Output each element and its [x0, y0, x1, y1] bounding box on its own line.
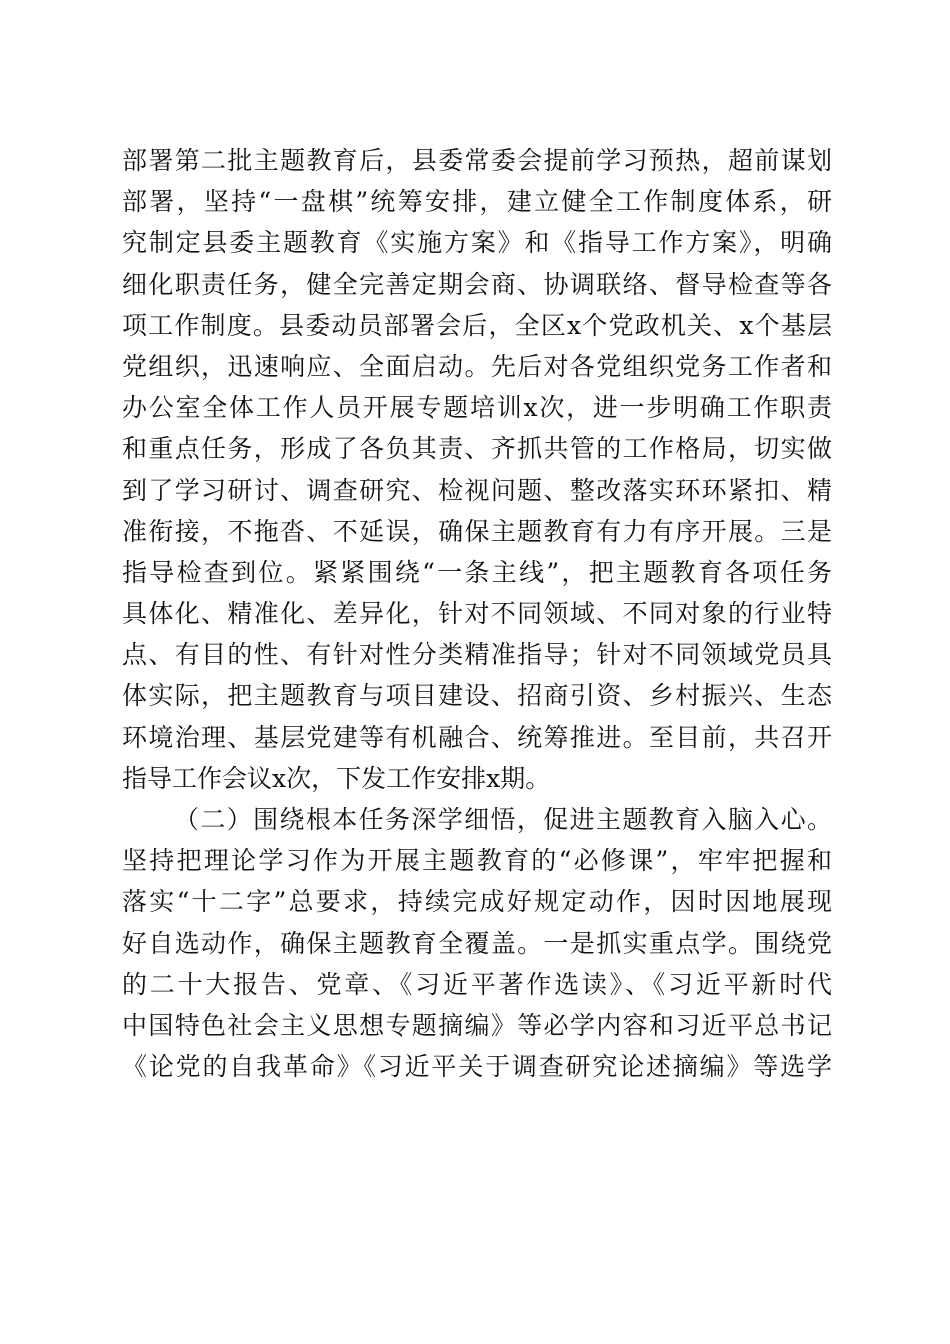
text-line: 党组织，迅速响应、全面启动。先后对各党组织党务工作者和	[122, 351, 832, 381]
text-line: 部署，坚持“一盘棋”统筹安排，建立健全工作制度体系，研	[122, 187, 832, 217]
text-line: 落实“十二字”总要求，持续完成好规定动作，因时因地展现	[122, 887, 832, 917]
text-line: 体实际，把主题教育与项目建设、招商引资、乡村振兴、生态	[122, 681, 832, 711]
text-line: 《论党的自我革命》《习近平关于调查研究论述摘编》等选学	[122, 1052, 832, 1082]
text-line: 环境治理、基层党建等有机融合、统筹推进。至目前，共召开	[122, 722, 832, 752]
text-line: 点、有目的性、有针对性分类精准指导；针对不同领域党员具	[122, 640, 832, 670]
text-line: 办公室全体工作人员开展专题培训x次，进一步明确工作职责	[122, 393, 832, 423]
text-line: 究制定县委主题教育《实施方案》和《指导工作方案》，明确	[122, 228, 832, 258]
text-line: 项工作制度。县委动员部署会后，全区x个党政机关、x个基层	[122, 310, 832, 340]
text-line: 和重点任务，形成了各负其责、齐抓共管的工作格局，切实做	[122, 434, 832, 464]
text-line: 准衔接，不拖沓、不延误，确保主题教育有力有序开展。三是	[122, 516, 832, 546]
text-line: 细化职责任务，健全完善定期会商、协调联络、督导检查等各	[122, 269, 832, 299]
text-line: 中国特色社会主义思想专题摘编》等必学内容和习近平总书记	[122, 1010, 832, 1040]
body-text	[122, 140, 832, 1087]
section-heading: （二）围绕根本任务深学细悟，促进主题教育入脑入心。	[174, 805, 832, 834]
text-line: 具体化、精准化、差异化，针对不同领域、不同对象的行业特	[122, 599, 832, 629]
text-line: 好自选动作，确保主题教育全覆盖。一是抓实重点学。围绕党	[122, 928, 832, 958]
text-line: 坚持把理论学习作为开展主题教育的“必修课”，牢牢把握和	[122, 846, 832, 876]
text-line: 部署第二批主题教育后，县委常委会提前学习预热，超前谋划	[122, 146, 832, 175]
text-line: 指导工作会议x次，下发工作安排x期。	[122, 763, 551, 793]
text-line: 指导检查到位。紧紧围绕“一条主线”，把主题教育各项任务	[122, 557, 832, 587]
text-line: 到了学习研讨、调查研究、检视问题、整改落实环环紧扣、精	[122, 475, 832, 505]
text-line: 的二十大报告、党章、《习近平著作选读》、《习近平新时代	[122, 969, 832, 999]
